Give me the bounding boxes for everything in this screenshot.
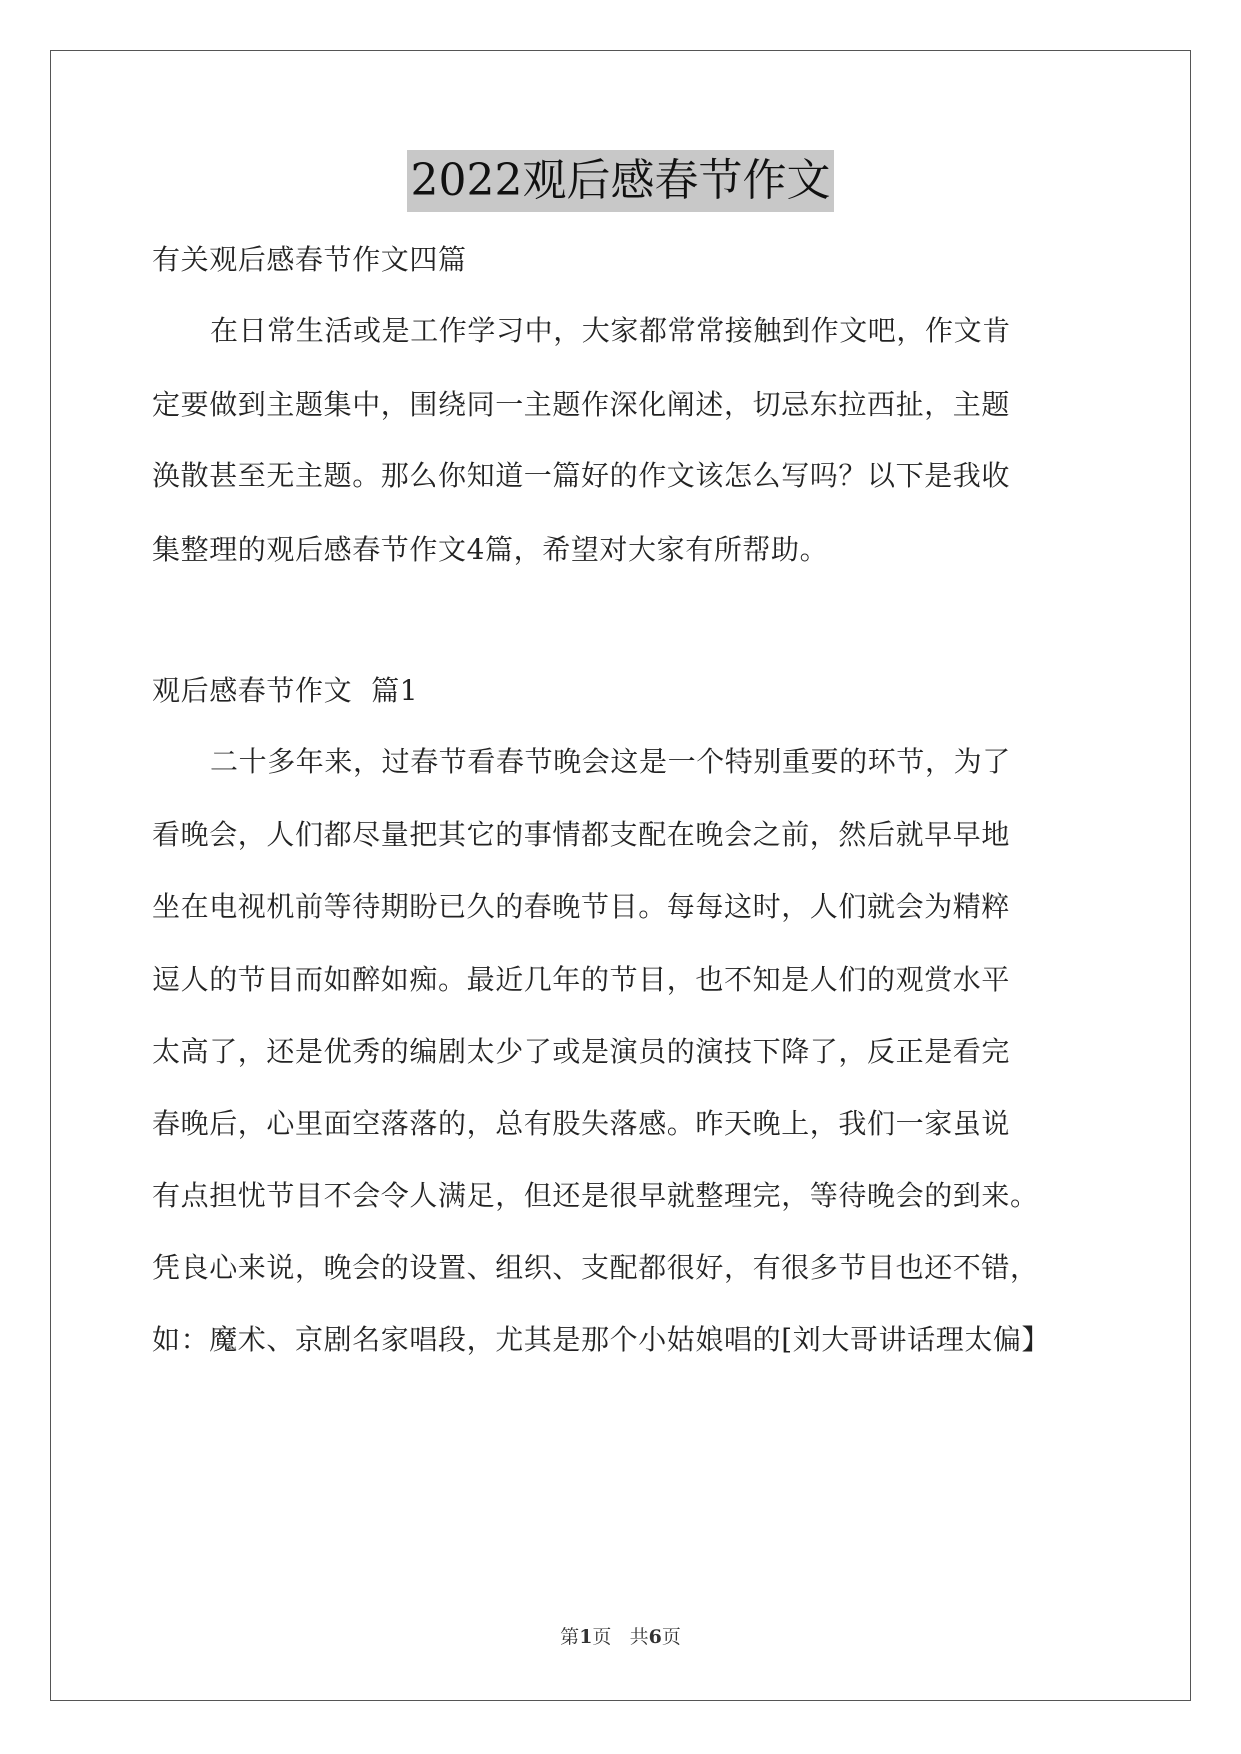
current-page-number: 1 (579, 1626, 593, 1648)
body-line: 如：魔术、京剧名家唱段，尤其是那个小姑娘唱的[刘大哥讲话理太偏】 (152, 1323, 1051, 1356)
footer-page-suffix: 页 (592, 1626, 612, 1648)
total-page-count: 6 (648, 1626, 662, 1648)
body-line: 看晚会，人们都尽量把其它的事情都支配在晚会之前，然后就早早地 (152, 818, 1011, 851)
document-subtitle: 有关观后感春节作文四篇 (152, 243, 467, 276)
body-line: 凭良心来说，晚会的设置、组织、支配都很好，有很多节目也还不错， (152, 1251, 1039, 1284)
body-line: 坐在电视机前等待期盼已久的春晚节目。每每这时，人们就会为精粹 (152, 890, 1011, 923)
footer-total-suffix: 页 (661, 1626, 681, 1648)
body-line: 有点担忧节目不会令人满足，但还是很早就整理完，等待晚会的到来。 (152, 1179, 1039, 1212)
footer-prefix: 第 (560, 1626, 580, 1648)
page-border (50, 50, 1191, 1701)
title-container (0, 150, 1241, 212)
page-footer (0, 1622, 1241, 1649)
document-title: 2022观后感春节作文 (407, 150, 835, 212)
body-line: 二十多年来，过春节看春节晚会这是一个特别重要的环节，为了 (210, 745, 1011, 778)
body-line: 逗人的节目而如醉如痴。最近几年的节目，也不知是人们的观赏水平 (152, 963, 1011, 996)
section-heading: 观后感春节作文 篇1 (152, 674, 419, 707)
intro-line: 集整理的观后感春节作文4篇，希望对大家有所帮助。 (152, 533, 829, 566)
intro-line: 定要做到主题集中，围绕同一主题作深化阐述，切忌东拉西扯，主题 (152, 388, 1011, 421)
body-line: 春晚后，心里面空落落的，总有股失落感。昨天晚上，我们一家虽说 (152, 1107, 1011, 1140)
body-line: 太高了，还是优秀的编剧太少了或是演员的演技下降了，反正是看完 (152, 1035, 1011, 1068)
footer-total-prefix: 共 (629, 1626, 649, 1648)
intro-line: 在日常生活或是工作学习中，大家都常常接触到作文吧，作文肯 (210, 314, 1011, 347)
intro-line: 涣散甚至无主题。那么你知道一篇好的作文该怎么写吗？以下是我收 (152, 459, 1011, 492)
